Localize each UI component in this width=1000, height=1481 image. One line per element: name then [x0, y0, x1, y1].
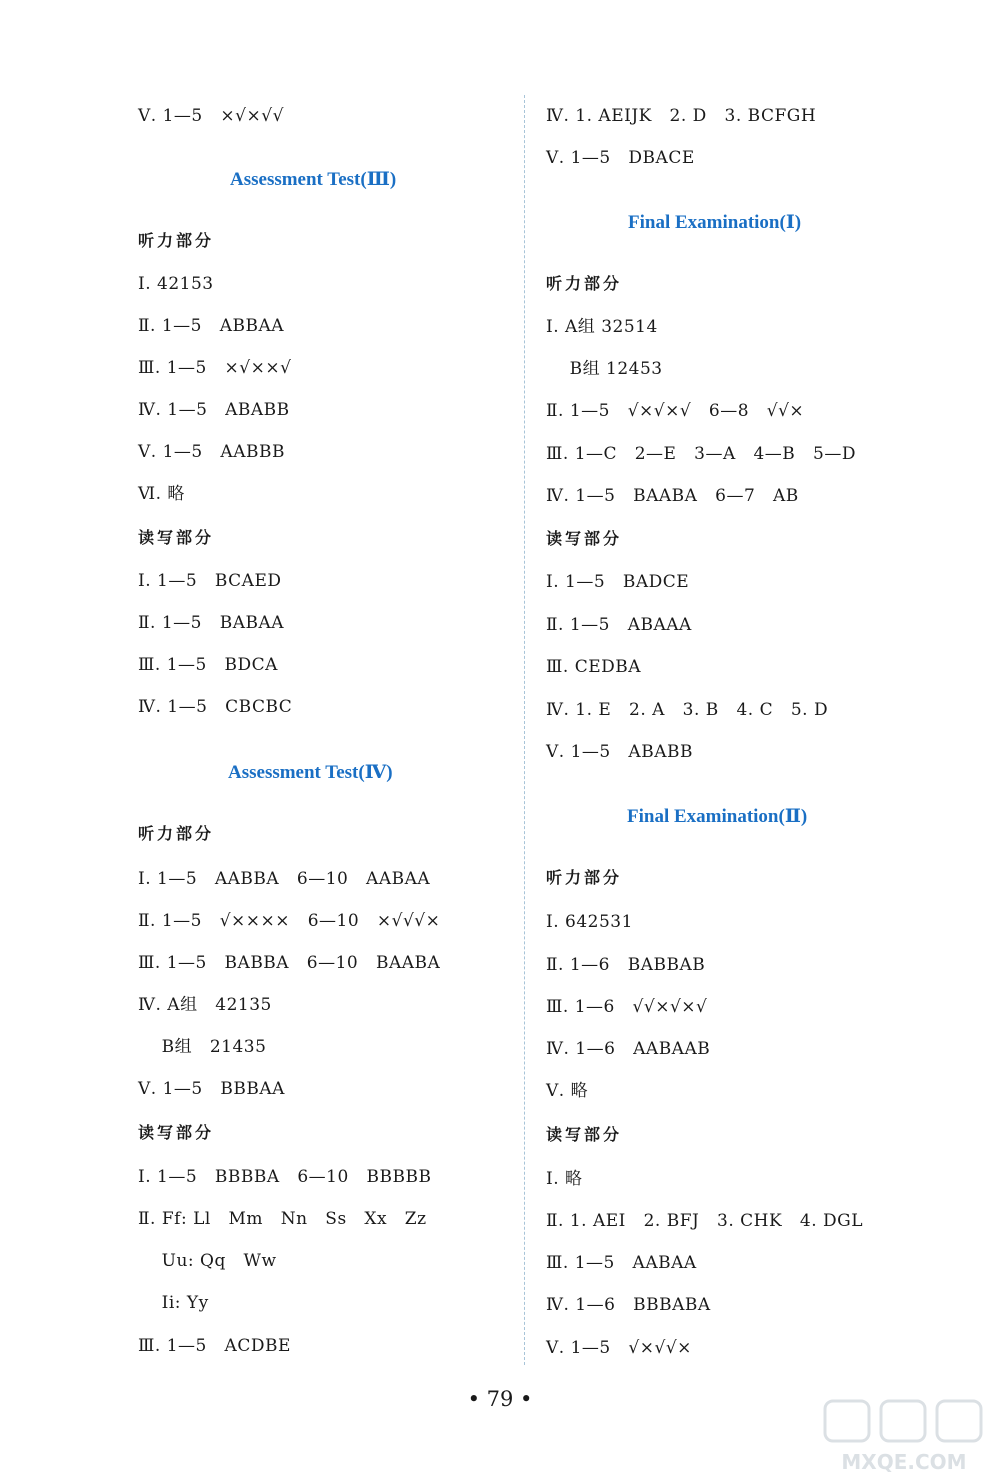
answer-line: Uu: Qq Ww [138, 1251, 277, 1271]
answer-line: Ⅰ. 642531 [546, 912, 633, 932]
answer-line: Ⅰ. 1—5 AABBA 6—10 AABAA [138, 869, 431, 889]
answer-line: Ⅱ. 1—5 ABBAA [138, 316, 285, 336]
answer-line: Ⅲ. 1—5 AABAA [546, 1253, 697, 1273]
answer-line: Ⅱ. 1—5 BABAA [138, 613, 285, 633]
page-number: • 79 • [467, 1387, 533, 1411]
answer-line: Ⅴ. 略 [546, 1081, 589, 1101]
answer-line: Ⅰ. 1—5 BBBBA 6—10 BBBBB [138, 1167, 432, 1187]
section-title: 读写部分 [138, 1123, 215, 1142]
answer-line: Ⅱ. 1—5 √×√×√ 6—8 √√× [546, 401, 805, 421]
answer-line: Ⅲ. 1—5 ×√××√ [138, 358, 292, 378]
answer-line: Ⅰ. 1—5 BCAED [138, 571, 282, 591]
watermark-text: MXQE.COM [841, 1450, 967, 1474]
answer-line: Ⅱ. 1—6 BABBAB [546, 955, 706, 975]
column-divider [524, 95, 525, 1365]
answer-line: Ⅴ. 1—5 ×√×√√ [138, 106, 284, 126]
answer-line: Ⅲ. 1—5 ACDBE [138, 1336, 291, 1356]
section-title: 读写部分 [546, 529, 623, 548]
answer-line: Ⅳ. 1—6 AABAAB [546, 1039, 711, 1059]
answer-line: Ⅲ. 1—C 2—E 3—A 4—B 5—D [546, 444, 856, 464]
answer-line: B组 12453 [546, 359, 663, 379]
answer-line: Ⅰ. 42153 [138, 274, 214, 294]
answer-line: Ⅳ. 1. AEIJK 2. D 3. BCFGH [546, 106, 817, 126]
answer-line: Ⅰ. 略 [546, 1169, 583, 1189]
answer-line: Ⅲ. 1—5 BABBA 6—10 BAABA [138, 953, 441, 973]
answer-line: Ⅳ. 1—5 BAABA 6—7 AB [546, 486, 799, 506]
answer-line: Ⅱ. 1. AEI 2. BFJ 3. CHK 4. DGL [546, 1211, 864, 1231]
answer-line: Ⅵ. 略 [138, 484, 185, 504]
answer-line: Ⅴ. 1—5 DBACE [546, 148, 695, 168]
answer-line: Ⅴ. 1—5 AABBB [138, 442, 285, 462]
section-title: 听力部分 [546, 274, 623, 293]
answer-line: Ⅲ. CEDBA [546, 657, 642, 677]
answer-line: Ⅳ. 1—5 CBCBC [138, 697, 293, 717]
section-title: 读写部分 [138, 528, 215, 547]
test-title: Final Examination(Ⅰ) [628, 212, 802, 233]
answer-line: Ⅳ. A组 42135 [138, 995, 272, 1015]
test-title: Final Examination(Ⅱ) [627, 806, 808, 827]
answer-line: Ⅰ. 1—5 BADCE [546, 572, 690, 592]
answer-line: Ⅰ. A组 32514 [546, 317, 658, 337]
answer-line: Ⅴ. 1—5 BBBAA [138, 1079, 285, 1099]
test-title: Assessment Test(Ⅲ) [230, 169, 397, 190]
section-title: 听力部分 [138, 824, 215, 843]
answer-line: Ⅳ. 1—6 BBBABA [546, 1295, 711, 1315]
section-title: 听力部分 [546, 868, 623, 887]
test-title: Assessment Test(Ⅳ) [228, 762, 393, 783]
answer-line: Ii: Yy [138, 1293, 209, 1313]
answer-line: B组 21435 [138, 1037, 267, 1057]
answer-line: Ⅴ. 1—5 ABABB [546, 742, 693, 762]
answer-line: Ⅲ. 1—6 √√×√×√ [546, 997, 708, 1017]
answer-line: Ⅳ. 1—5 ABABB [138, 400, 290, 420]
answer-line: Ⅱ. 1—5 ABAAA [546, 615, 692, 635]
section-title: 听力部分 [138, 231, 215, 250]
section-title: 读写部分 [546, 1125, 623, 1144]
answer-line: Ⅳ. 1. E 2. A 3. B 4. C 5. D [546, 700, 829, 720]
answer-line: Ⅴ. 1—5 √×√√× [546, 1338, 692, 1358]
answer-line: Ⅱ. Ff: Ll Mm Nn Ss Xx Zz [138, 1209, 427, 1229]
watermark-logo-icon [817, 1397, 992, 1477]
answer-line: Ⅱ. 1—5 √×××× 6—10 ×√√√× [138, 911, 441, 931]
answer-line: Ⅲ. 1—5 BDCA [138, 655, 278, 675]
